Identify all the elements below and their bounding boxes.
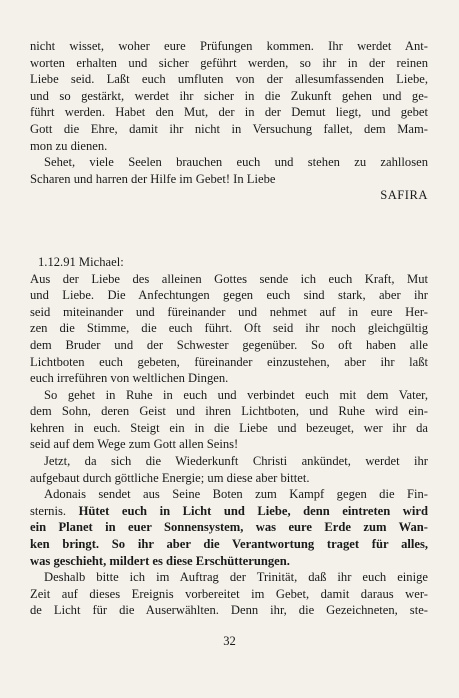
text-line: kehren in euch. Steigt ein in die Liebe und bezeuget, wer ihr da	[30, 420, 428, 435]
text-line: Zeit auf dieses Ereignis vorbereitet im Gebet, damit daraus wer-	[30, 586, 428, 601]
text-line: Jetzt, da sich die Wiederkunft Christi ankündet, werdet ihr	[44, 454, 428, 469]
text-line: Scharen und harren der Hilfe im Gebet! In Liebe	[30, 171, 276, 186]
bold-text: Hütet euch in Licht und Liebe, denn eintreten wird	[78, 503, 428, 518]
text-line: seid auf dem Wege zum Gott allen Seins!	[30, 437, 239, 452]
text-line: dem Bruder und der Schwester gegenüber. So oft haben alle	[30, 337, 428, 352]
signature: SAFIRA	[380, 188, 428, 203]
text-line: mon zu dienen.	[30, 138, 108, 153]
paragraph-2	[30, 154, 428, 187]
text-line: zen die Stimme, die euch führt. Oft seid ihr noch gleichgültig	[30, 321, 428, 336]
page-body	[30, 38, 428, 619]
text-line: aufgebaut durch göttliche Energie; um diese aber bittet.	[30, 470, 310, 485]
section-gap	[30, 204, 428, 254]
text-line: So gehet in Ruhe in euch und verbindet euch mit dem Vater,	[44, 387, 428, 402]
text-line: dem Sohn, deren Geist und ihren Lichtboten, und Ruhe wird ein-	[30, 404, 428, 419]
paragraph-5	[30, 453, 428, 486]
text-line: Gott die Ehre, damit ihr nicht in Versuchung fallet, dem Mam-	[30, 121, 428, 136]
text-line: Deshalb bitte ich im Auftrag der Trinität, daß ihr euch einige	[44, 570, 428, 585]
text-line: nicht wisset, woher eure Prüfungen kommen. Ihr werdet Ant-	[30, 39, 428, 53]
paragraph-4	[30, 387, 428, 453]
text-line: Sehet, viele Seelen brauchen euch und stehen zu zahllosen	[44, 155, 428, 170]
text-line: und so gestärkt, werdet ihr sicher in die Zukunft gehen und ge-	[30, 88, 428, 103]
paragraph-6	[30, 486, 428, 569]
bold-text-line: was geschieht, mildert es diese Erschütterungen.	[30, 553, 290, 568]
text-line: euch irreführen von weltlichen Dingen.	[30, 371, 229, 386]
plain-text: sternis.	[30, 503, 79, 518]
message-dateline: 1.12.91 Michael:	[38, 254, 124, 269]
paragraph-1	[30, 38, 428, 154]
text-line: Aus der Liebe des alleinen Gottes sende ich euch Kraft, Mut	[30, 271, 428, 286]
text-line: worten erhalten und sicher geführt werden, so ihr in der reinen	[30, 55, 428, 70]
text-line: de Licht für die Auserwählten. Denn ihr, die Gezeichneten, ste-	[30, 603, 428, 618]
text-line: Liebe seid. Laßt euch umfluten von der allesumfassenden Liebe,	[30, 72, 428, 87]
text-line: und Liebe. Die Anfechtungen gegen euch sind stark, aber ihr	[30, 288, 428, 303]
text-line-mixed	[30, 503, 428, 520]
text-line: führt werden. Habet den Mut, der in der Demut liegt, und gebet	[30, 105, 428, 120]
bold-text-line: ein Planet in euer Sonnensystem, was eure Erde zum Wan-	[30, 520, 428, 535]
paragraph-7	[30, 569, 428, 619]
paragraph-3	[30, 271, 428, 387]
bold-text-line: ken bringt. So ihr aber die Verantwortung traget für alles,	[30, 537, 428, 552]
text-line: Adonais sendet aus Seine Boten zum Kampf gegen die Fin-	[44, 487, 428, 502]
text-line: seid miteinander und füreinander und nehmet auf in eure Her-	[30, 304, 428, 319]
page-number: 32	[223, 634, 236, 648]
text-line: Lichtboten euch gebeten, füreinander einzustehen, aber ihr laßt	[30, 354, 428, 369]
